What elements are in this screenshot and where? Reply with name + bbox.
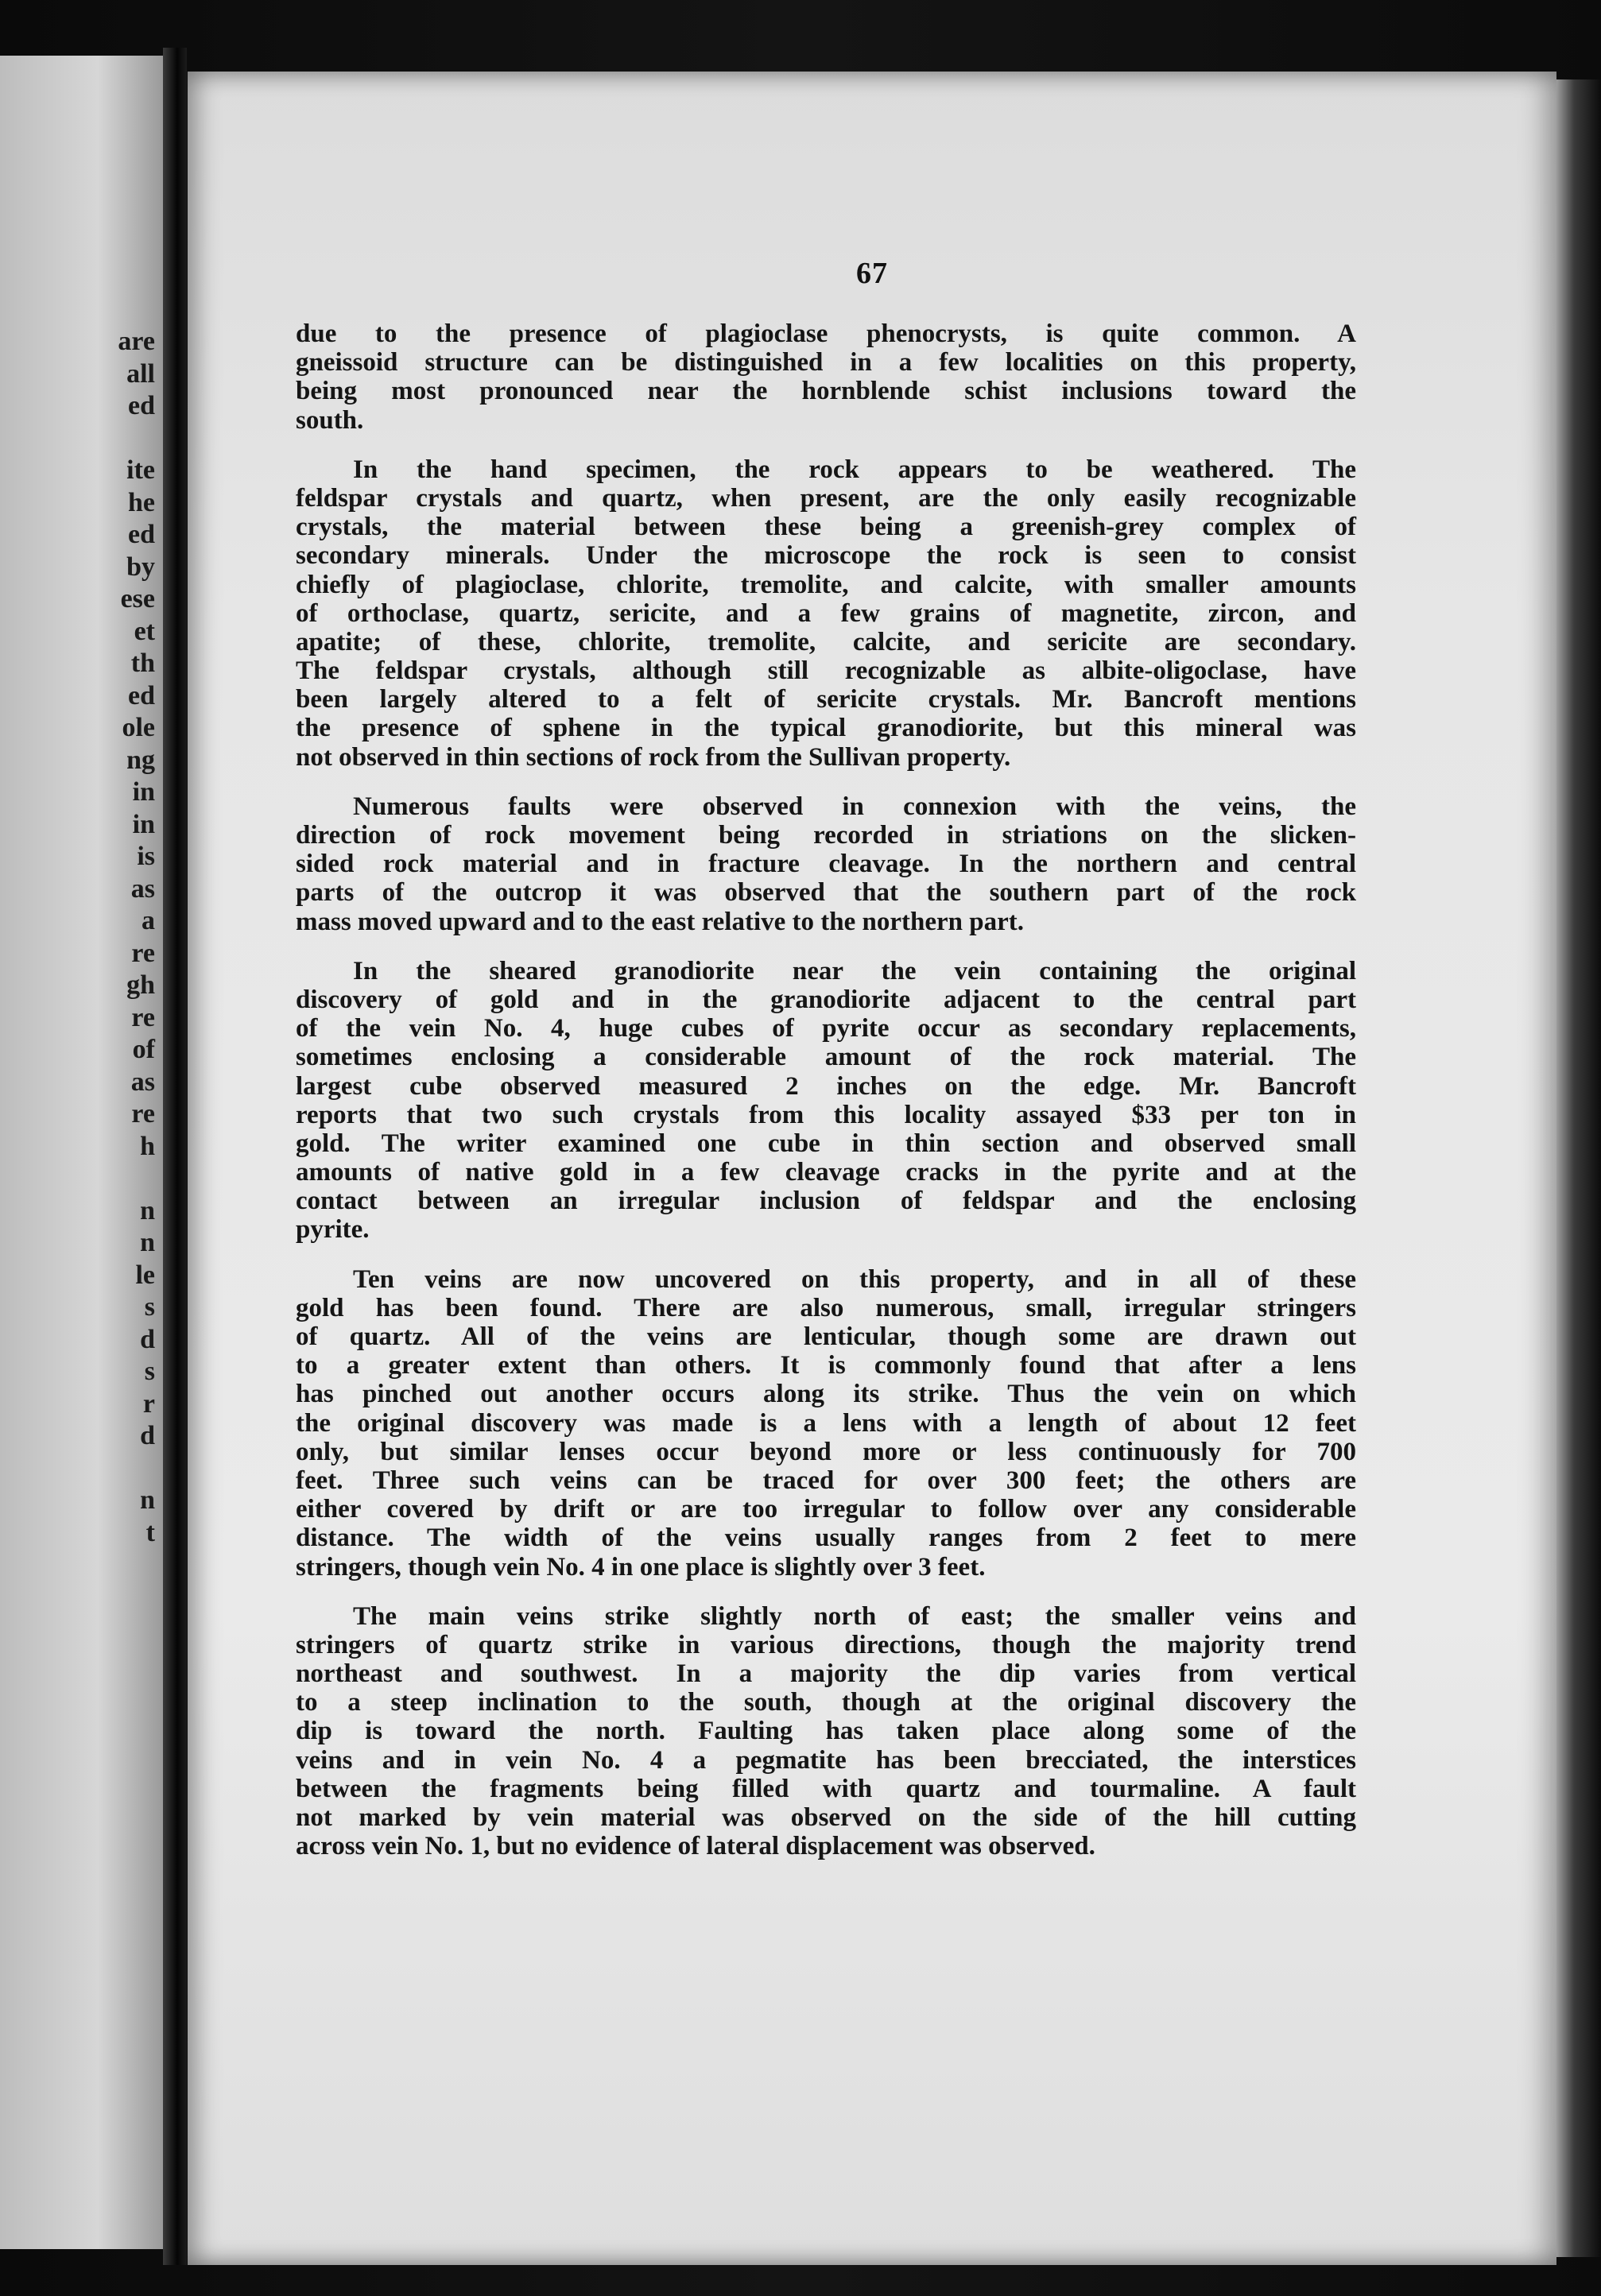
paragraph xyxy=(296,1265,1356,1582)
text-line: Numerous faults were observed in connexion with the veins, the xyxy=(353,792,1356,821)
left-page-text-fragments xyxy=(36,326,155,1549)
right-page-edge xyxy=(1556,79,1601,2257)
left-page-fragment-line: re xyxy=(131,938,155,968)
text-line: being most pronounced near the hornblende schist inclusions toward the xyxy=(296,377,1356,406)
left-page-fragment-line: th xyxy=(130,649,155,678)
text-line: distance. The width of the veins usually ranges from 2 feet to mere xyxy=(296,1524,1356,1553)
text-line: reports that two such crystals from this locality assayed $33 per ton in xyxy=(296,1100,1356,1129)
book-gutter xyxy=(163,48,187,2265)
left-page-fragment-line: s xyxy=(144,1357,155,1386)
left-page-fragment xyxy=(0,56,163,2249)
paragraph xyxy=(296,455,1356,772)
text-line: of the vein No. 4, huge cubes of pyrite occur as secondary replacements, xyxy=(296,1014,1356,1043)
text-line: In the sheared granodiorite near the vein containing the original xyxy=(353,956,1356,985)
left-page-fragment-line xyxy=(36,1453,155,1485)
text-line: mass moved upward and to the east relative to the northern part. xyxy=(296,907,1024,936)
text-line: sided rock material and in fracture cleavage. In the northern and central xyxy=(296,850,1356,879)
text-line: stringers, though vein No. 4 in one place is slightly over 3 feet. xyxy=(296,1552,986,1582)
text-line: not observed in thin sections of rock from the Sullivan property. xyxy=(296,742,1011,772)
left-page-fragment-line: in xyxy=(132,777,155,807)
paragraph xyxy=(296,792,1356,936)
text-line: only, but similar lenses occur beyond more or less continuously for 700 xyxy=(296,1437,1356,1466)
left-page-fragment-line xyxy=(36,423,155,455)
left-page-fragment-line: le xyxy=(135,1260,155,1290)
text-line: not marked by vein material was observed on the side of the hill cutting xyxy=(296,1803,1356,1832)
left-page-fragment-line: d xyxy=(140,1324,155,1354)
text-line: been largely altered to a felt of sericite crystals. Mr. Bancroft mentions xyxy=(296,685,1356,714)
left-page-fragment-line: gh xyxy=(126,970,155,1000)
left-page-fragment-line: h xyxy=(140,1131,155,1161)
text-line: direction of rock movement being recorded in striations on the slicken- xyxy=(296,821,1356,850)
text-line: chiefly of plagioclase, chlorite, tremolite, and calcite, with smaller amounts xyxy=(296,570,1356,599)
text-line: apatite; of these, chlorite, tremolite, calcite, and sericite are secondary. xyxy=(296,627,1356,656)
text-line: gold. The writer examined one cube in thin section and observed small xyxy=(296,1129,1356,1158)
left-page-fragment-line: n xyxy=(140,1485,155,1515)
left-page-fragment-line: are xyxy=(118,327,155,356)
text-line: sometimes enclosing a considerable amount of the rock material. The xyxy=(296,1043,1356,1072)
text-line: either covered by drift or are too irregular to follow over any considerable xyxy=(296,1495,1356,1524)
left-page-fragment-line: a xyxy=(141,906,155,935)
paragraph xyxy=(296,957,1356,1245)
page-number: 67 xyxy=(856,257,888,290)
text-line: the original discovery was made is a lens with a length of about 12 feet xyxy=(296,1408,1356,1438)
text-line: In the hand specimen, the rock appears to be weathered. The xyxy=(353,455,1356,484)
left-page-fragment-line: in xyxy=(132,809,155,839)
text-line: gold has been found. There are also numerous, small, irregular stringers xyxy=(296,1293,1356,1322)
text-line: due to the presence of plagioclase phenocrysts, is quite common. A xyxy=(296,319,1356,348)
text-line: crystals, the material between these being a greenish-grey complex of xyxy=(296,513,1356,542)
text-line: parts of the outcrop it was observed that the southern part of the rock xyxy=(296,878,1356,908)
text-line: gneissoid structure can be distinguished in a few localities on this property, xyxy=(296,348,1356,378)
left-page-fragment-line: all xyxy=(126,358,155,389)
left-page-fragment-line: ng xyxy=(126,745,155,775)
left-page-fragment-line: ite xyxy=(126,455,155,485)
text-line: of quartz. All of the veins are lenticular, though some are drawn out xyxy=(296,1322,1356,1351)
left-page-fragment-line xyxy=(36,1163,155,1195)
text-line: feldspar crystals and quartz, when present, are the only easily recognizable xyxy=(296,483,1356,513)
paragraph xyxy=(296,319,1356,435)
text-line: northeast and southwest. In a majority the dip varies from vertical xyxy=(296,1659,1356,1689)
text-line: contact between an irregular inclusion of feldspar and the enclosing xyxy=(296,1187,1356,1216)
left-page-fragment-line: ed xyxy=(128,680,155,710)
left-page-fragment-line: n xyxy=(140,1195,155,1225)
body-text xyxy=(296,319,1356,1881)
text-line: pyrite. xyxy=(296,1215,370,1245)
text-line: of orthoclase, quartz, sericite, and a few grains of magnetite, zircon, and xyxy=(296,598,1356,628)
text-line: The main veins strike slightly north of east; the smaller veins and xyxy=(353,1601,1356,1631)
text-line: has pinched out another occurs along its strike. Thus the vein on which xyxy=(296,1380,1356,1409)
text-line: stringers of quartz strike in various directions, though the majority trend xyxy=(296,1630,1356,1659)
left-page-fragment-line: et xyxy=(134,616,155,646)
text-line: south. xyxy=(296,405,364,435)
left-page-fragment-line: re xyxy=(131,1099,155,1129)
text-line: dip is toward the north. Faulting has taken place along some of the xyxy=(296,1717,1356,1746)
text-line: largest cube observed measured 2 inches on the edge. Mr. Bancroft xyxy=(296,1071,1356,1101)
text-line: feet. Three such veins can be traced for over 300 feet; the others are xyxy=(296,1465,1356,1495)
text-line: secondary minerals. Under the microscope the rock is seen to consist xyxy=(296,541,1356,571)
left-page-fragment-line: re xyxy=(131,1002,155,1032)
left-page-fragment-line: as xyxy=(130,873,155,904)
text-line: veins and in vein No. 4 a pegmatite has been brecciated, the interstices xyxy=(296,1745,1356,1775)
left-page-fragment-line: is xyxy=(137,842,155,871)
text-line: the presence of sphene in the typical granodiorite, but this mineral was xyxy=(296,714,1356,743)
left-page-fragment-line: ole xyxy=(122,713,155,742)
left-page-fragment-line: ed xyxy=(128,520,155,549)
left-page-fragment-line: t xyxy=(145,1517,155,1547)
paragraph xyxy=(296,1602,1356,1861)
text-line: amounts of native gold in a few cleavage cracks in the pyrite and at the xyxy=(296,1158,1356,1187)
left-page-fragment-line: by xyxy=(126,552,155,582)
text-line: between the fragments being filled with quartz and tourmaline. A fault xyxy=(296,1774,1356,1803)
left-page-fragment-line: n xyxy=(140,1228,155,1257)
text-line: to a steep inclination to the south, though at the original discovery the xyxy=(296,1688,1356,1717)
left-page-fragment-line: as xyxy=(130,1067,155,1097)
left-page-fragment-line: s xyxy=(144,1292,155,1322)
text-line: Ten veins are now uncovered on this property, and in all of these xyxy=(353,1264,1356,1294)
left-page-fragment-line: of xyxy=(132,1035,155,1064)
left-page-fragment-line: ese xyxy=(120,584,155,614)
text-line: The feldspar crystals, although still recognizable as albite-oligoclase, have xyxy=(296,656,1356,686)
left-page-fragment-line: ed xyxy=(128,391,155,420)
text-line: to a greater extent than others. It is commonly found that after a lens xyxy=(296,1351,1356,1380)
main-page xyxy=(188,72,1556,2265)
left-page-fragment-line: r xyxy=(142,1388,155,1419)
left-page-fragment-line: he xyxy=(128,487,155,517)
text-line: across vein No. 1, but no evidence of lateral displacement was observed. xyxy=(296,1832,1095,1861)
text-line: discovery of gold and in the granodiorite adjacent to the central part xyxy=(296,985,1356,1014)
left-page-fragment-line: d xyxy=(140,1421,155,1450)
